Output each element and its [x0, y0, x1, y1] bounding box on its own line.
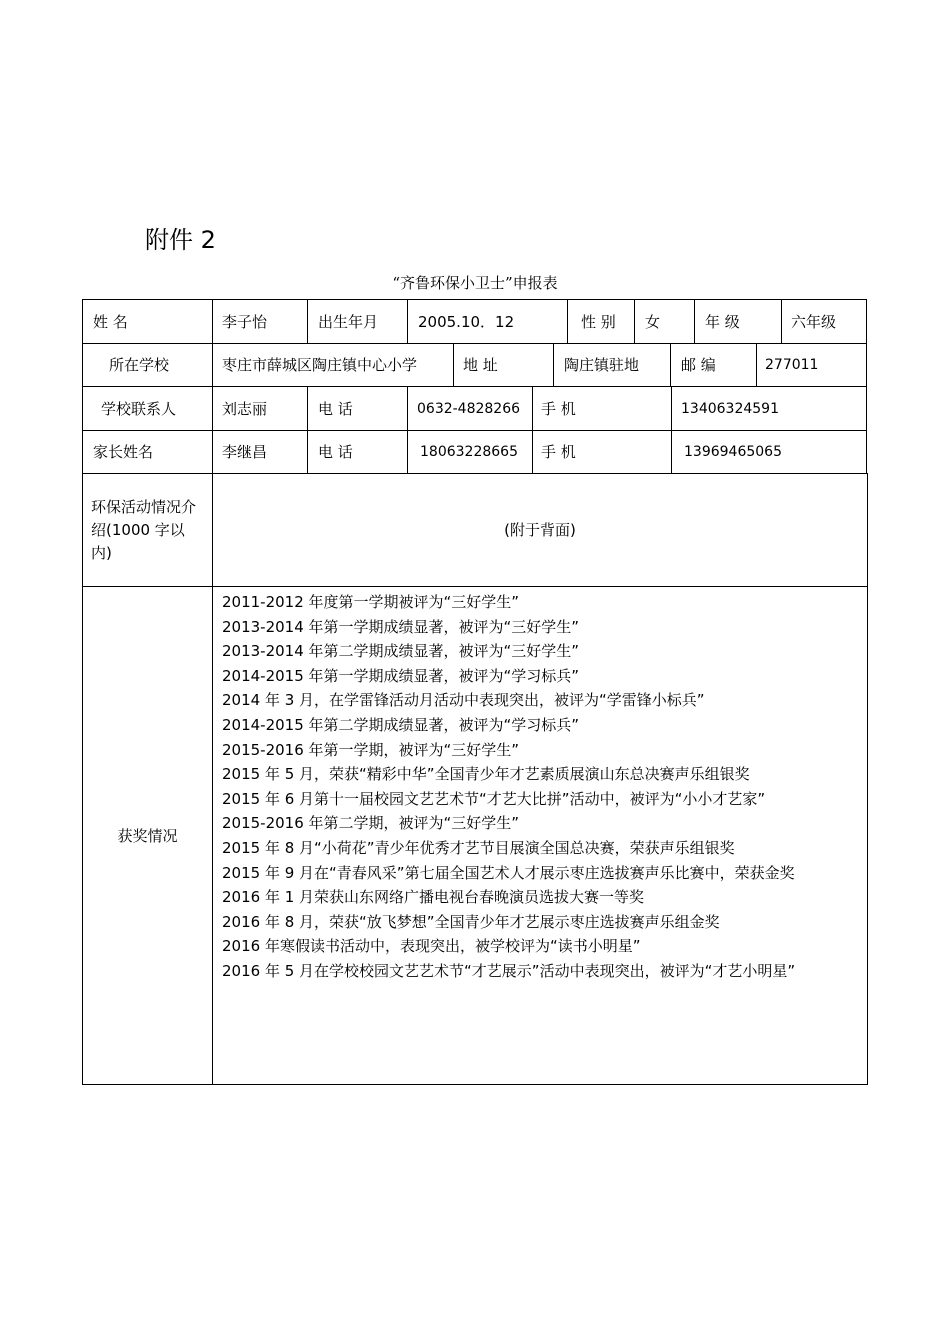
parent-phone-value: 18063228665: [407, 430, 533, 474]
grade-label: 年 级: [694, 299, 782, 344]
award-item: 2011-2012 年度第一学期被评为“三好学生”: [222, 593, 520, 611]
awards-list: [222, 590, 862, 984]
parent-label: 家长姓名: [82, 430, 213, 474]
school-mobile-value: 13406324591: [671, 386, 867, 431]
award-item: 2016 年 8 月，荣获“放飞梦想”全国青少年才艺展示枣庄选拔赛声乐组金奖: [222, 912, 720, 931]
birth-value: 2005.10．12: [407, 299, 568, 344]
award-item: 2013-2014 年第一学期成绩显著，被评为“三好学生”: [222, 617, 580, 636]
school-label: 所在学校: [82, 343, 213, 387]
address-label: 地 址: [453, 343, 554, 387]
birth-label: 出生年月: [307, 299, 408, 344]
awards-label: 获奖情况: [82, 586, 213, 1085]
award-item: 2015-2016 年第二学期，被评为“三好学生”: [222, 814, 520, 833]
award-item: 2013-2014 年第二学期成绩显著，被评为“三好学生”: [222, 642, 580, 661]
award-item: 2016 年 1 月荣获山东网络广播电视台春晚演员选拔大赛一等奖: [222, 888, 645, 907]
parent-mobile-label: 手 机: [532, 430, 672, 474]
gender-label: 性 别: [567, 299, 635, 344]
name-label: 姓 名: [82, 299, 213, 344]
award-item: 2016 年 5 月在学校校园文艺艺术节“才艺展示”活动中表现突出，被评为“才艺小明星”: [222, 961, 796, 980]
school-contact-label: 学校联系人: [82, 386, 213, 431]
address-value: 陶庄镇驻地: [553, 343, 671, 387]
parent-phone-label: 电 话: [307, 430, 408, 474]
award-item: 2014 年 3 月，在学雷锋活动月活动中表现突出，被评为“学雷锋小标兵”: [222, 691, 705, 710]
parent-value: 李继昌: [212, 430, 308, 474]
award-item: 2014-2015 年第二学期成绩显著，被评为“学习标兵”: [222, 715, 580, 734]
school-phone-label: 电 话: [307, 386, 408, 431]
intro-value: (附于背面): [212, 473, 868, 587]
award-item: 2015 年 9 月在“青春风采”第七届全国艺术人才展示枣庄选拔赛声乐比赛中，荣获金奖: [222, 863, 795, 882]
gender-value: 女: [634, 299, 695, 344]
award-item: 2016 年寒假读书活动中，表现突出，被学校评为“读书小明星”: [222, 937, 641, 956]
grade-value: 六年级: [781, 299, 867, 344]
postcode-value: 277011: [756, 343, 867, 387]
school-contact-value: 刘志丽: [212, 386, 308, 431]
form-title: “齐鲁环保小卫士”申报表: [392, 274, 558, 292]
school-value: 枣庄市薛城区陶庄镇中心小学: [212, 343, 454, 387]
intro-label: 环保活动情况介绍(1000 字以内): [82, 473, 213, 587]
postcode-label: 邮 编: [670, 343, 757, 387]
attachment-label: 附件 2: [145, 226, 216, 254]
award-item: 2015 年 5 月，荣获“精彩中华”全国青少年才艺素质展演山东总决赛声乐组银奖: [222, 765, 750, 784]
award-item: 2015 年 6 月第十一届校园文艺艺术节“才艺大比拼”活动中，被评为“小小才艺家”: [222, 789, 766, 808]
school-phone-value: 0632-4828266: [407, 386, 533, 431]
award-item: 2015-2016 年第一学期，被评为“三好学生”: [222, 740, 520, 759]
award-item: 2015 年 8 月“小荷花”青少年优秀才艺节目展演全国总决赛，荣获声乐组银奖: [222, 838, 735, 857]
parent-mobile-value: 13969465065: [671, 430, 867, 474]
school-mobile-label: 手 机: [532, 386, 672, 431]
name-value: 李子怡: [212, 299, 308, 344]
award-item: 2014-2015 年第一学期成绩显著，被评为“学习标兵”: [222, 666, 580, 685]
